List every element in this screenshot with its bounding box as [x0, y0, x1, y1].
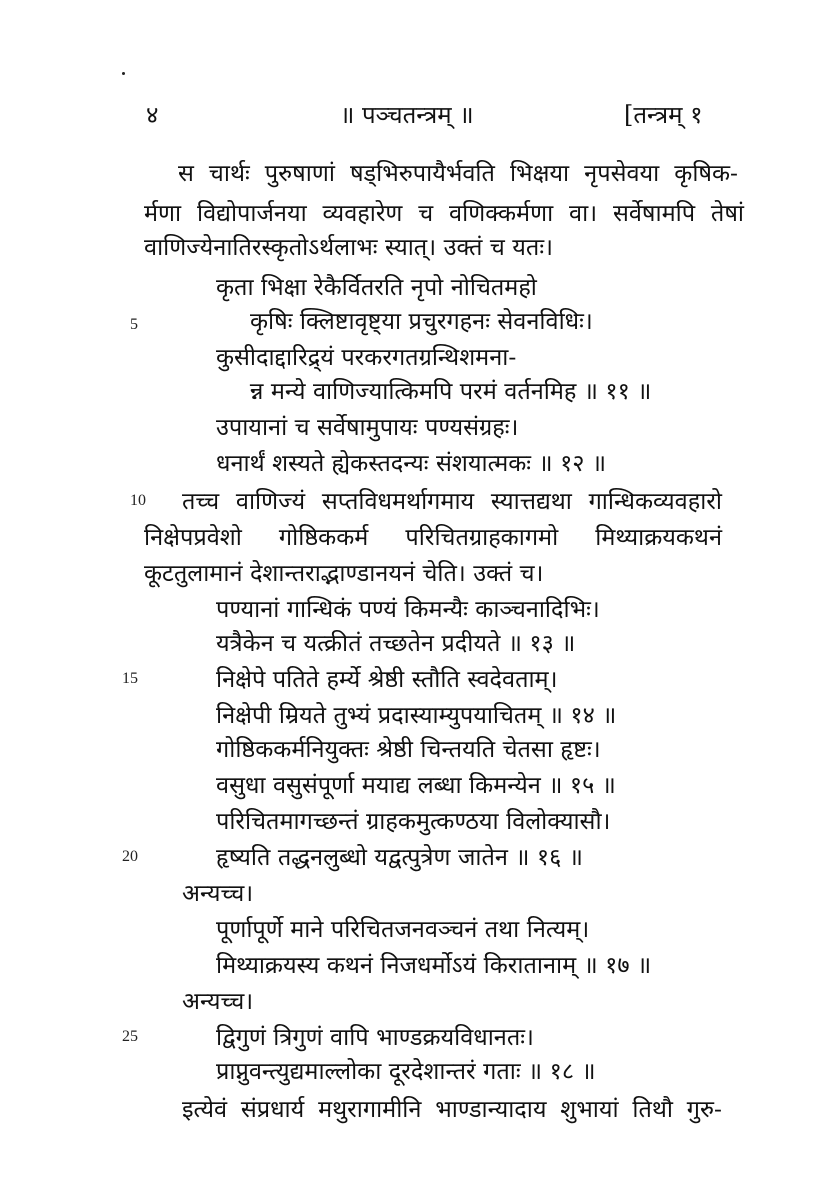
verse-line: द्विगुणं त्रिगुणं वापि भाण्डक्रयविधानतः। [216, 1023, 534, 1051]
speck [122, 72, 125, 75]
running-title: ॥ पञ्चतन्त्रम् ॥ [340, 101, 474, 129]
page-number: ४ [146, 101, 159, 129]
verse-line: कुसीदाद्दारिद्र्यं परकरगतग्रन्थिशमना- [216, 343, 517, 371]
verse-line: उपायानां च सर्वेषामुपायः पण्यसंग्रहः। [216, 413, 519, 441]
verse-line: मिथ्याक्रयस्य कथनं निजधर्मोऽयं किरातानाम् ॥ १७ ॥ [216, 951, 652, 979]
text-line: निक्षेपप्रवेशो गोष्ठिककर्म परिचितग्राहकागमो मिथ्याक्रयकथनं [144, 523, 722, 551]
verse-line: कृता भिक्षा रेकैर्वितरति नृपो नोचितमहो [216, 273, 537, 301]
verse-line: पूर्णापूर्णे माने परिचितजनवञ्चनं तथा नित्यम्। [216, 915, 590, 943]
line-number: 5 [130, 316, 138, 333]
section-label: [तन्त्रम् १ [624, 101, 703, 129]
text-line: इत्येवं संप्रधार्य मथुरागामीनि भाण्डान्यादाय शुभायां तिथौ गुरु- [182, 1095, 722, 1123]
text-line: कूटतुलामानं देशान्तराद्भाण्डानयनं चेति। उक्तं च। [144, 559, 544, 587]
text-line: स चार्थः पुरुषाणां षड्भिरुपायैर्भवति भिक्षया नृपसेवया कृषिक- [178, 159, 738, 187]
line-number: 15 [122, 670, 138, 687]
verse-line: वसुधा वसुसंपूर्णा मयाद्य लब्धा किमन्येन ॥ १५ ॥ [216, 771, 616, 799]
verse-line: हृष्यति तद्धनलुब्धो यद्वत्पुत्रेण जातेन ॥ १६ ॥ [216, 843, 583, 871]
text-line: अन्यच्च। [182, 879, 254, 907]
verse-line: निक्षेपी म्रियते तुभ्यं प्रदास्याम्युपयाचितम् ॥ १४ ॥ [216, 701, 617, 729]
verse-line: परिचितमागच्छन्तं ग्राहकमुत्कण्ठया विलोक्यासौ। [216, 807, 611, 835]
verse-line: कृषिः क्लिष्टावृष्ट्या प्रचुरगहनः सेवनविधिः। [250, 307, 593, 335]
text-line: र्मणा विद्योपार्जनया व्यवहारेण च वणिक्कर्मणा वा। सर्वेषामपि तेषां [144, 199, 744, 227]
verse-line: प्राप्नुवन्त्युद्यमाल्लोका दूरदेशान्तरं गताः ॥ १८ ॥ [216, 1057, 596, 1085]
verse-line: गोष्ठिककर्मनियुक्तः श्रेष्ठी चिन्तयति चेतसा हृष्टः। [216, 735, 601, 763]
line-number: 20 [122, 848, 138, 865]
line-number: 10 [130, 492, 146, 509]
verse-line: न्न मन्ये वाणिज्यात्किमपि परमं वर्तनमिह ॥ ११ ॥ [250, 377, 652, 405]
verse-line: यत्रैकेन च यत्क्रीतं तच्छतेन प्रदीयते ॥ १३ ॥ [216, 629, 576, 657]
verse-line: धनार्थं शस्यते ह्येकस्तदन्यः संशयात्मकः ॥ १२ ॥ [216, 449, 607, 477]
line-number: 25 [122, 1028, 138, 1045]
text-line: तच्च वाणिज्यं सप्तविधमर्थागमाय स्यात्तद्यथा गान्धिकव्यवहारो [182, 487, 722, 515]
verse-line: पण्यानां गान्धिकं पण्यं किमन्यैः काञ्चनादिभिः। [216, 595, 600, 623]
text-line: अन्यच्च। [182, 987, 254, 1015]
verse-line: निक्षेपे पतिते हर्म्ये श्रेष्ठी स्तौति स्वदेवताम्। [216, 665, 558, 693]
text-line: वाणिज्येनातिरस्कृतोऽर्थलाभः स्यात्। उक्तं च यतः। [144, 233, 553, 261]
